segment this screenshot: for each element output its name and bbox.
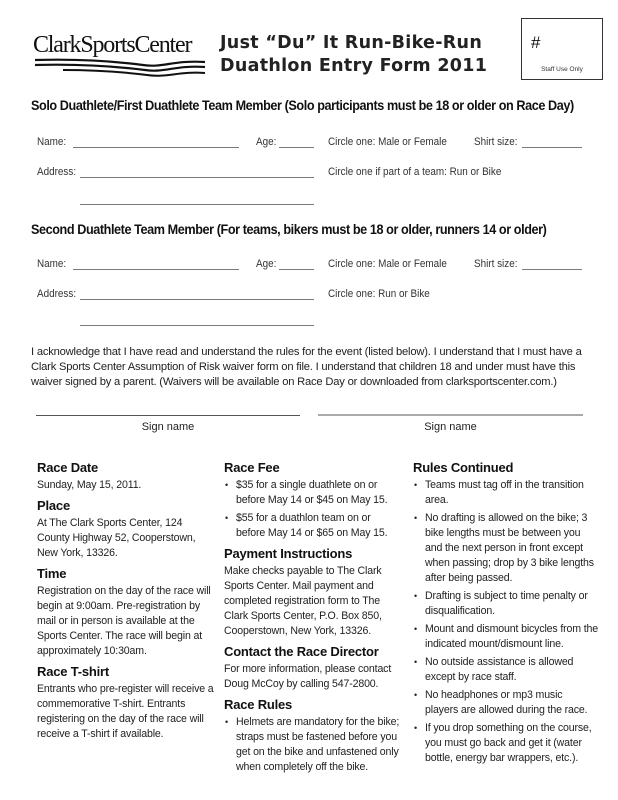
list-item: • Mount and dismount bicycles from the indicated mount/dismount line. <box>413 622 598 652</box>
sign-name-label-left: Sign name <box>141 421 195 433</box>
race-date-text: Sunday, May 15, 2011. <box>37 479 142 491</box>
first-shirt-label: Shirt size: <box>474 136 518 148</box>
tshirt-heading: Race T-shirt <box>37 664 110 679</box>
place-text: At The Clark Sports Center, 124 County Highway 52, Cooperstown, New York, 13326. <box>37 517 196 559</box>
time-text: Registration on the day of the race will begin at 9:00am. Pre-registration by mail or in person is available at the Sports Center. The race will begin at approximately 10:30am. <box>37 585 211 657</box>
second-address-label: Address: <box>37 288 77 300</box>
list-item: • Drafting is subject to time penalty or disqualification. <box>413 589 598 619</box>
form-title <box>220 32 487 78</box>
logo-text: ClarkSportsCenter <box>33 32 192 58</box>
list-item: • $35 for a single duathlete on or before May 14 or $45 on May 15. <box>224 478 402 508</box>
second-role-prompt[interactable]: Circle one: Run or Bike <box>328 288 430 300</box>
staff-use-box <box>521 18 603 80</box>
staff-use-label: Staff Use Only <box>541 66 583 73</box>
logo-waves-icon <box>33 56 208 80</box>
second-member-heading: Second Duathlete Team Member (For teams, bikers must be 18 or older, runners 14 or older) <box>31 222 547 237</box>
waiver-text: I acknowledge that I have read and understand the rules for the event (listed below). I understand that I must have a Clark Sports Center Assumption of Risk waiver form on file. I understand that children 18 and under must have this waiver signed by a parent. (Waivers will be available on Race Day or downloaded from clarksportscenter.com.) <box>31 346 582 388</box>
place-heading: Place <box>37 498 70 513</box>
race-fee-heading: Race Fee <box>224 460 280 475</box>
signature-line-right[interactable] <box>318 414 583 416</box>
list-item: • Teams must tag off in the transition area. <box>413 478 598 508</box>
first-gender-prompt[interactable]: Circle one: Male or Female <box>328 136 447 148</box>
first-age-field[interactable] <box>279 147 314 148</box>
second-shirt-field[interactable] <box>522 269 582 270</box>
sign-name-label-right: Sign name <box>424 421 477 433</box>
race-fee-list <box>224 478 402 541</box>
hash-symbol: # <box>531 33 541 52</box>
first-address-field-2[interactable] <box>80 204 314 205</box>
title-line-2: Duathlon Entry Form 2011 <box>220 56 488 76</box>
signature-line-left[interactable] <box>36 415 300 416</box>
second-gender-prompt[interactable]: Circle one: Male or Female <box>328 258 447 270</box>
list-item: • Helmets are mandatory for the bike; straps must be fastened before you get on the bike and unfastened only when completely off the bike. <box>224 715 402 775</box>
first-team-role-prompt[interactable]: Circle one if part of a team: Run or Bike <box>328 166 502 178</box>
list-item: • No headphones or mp3 music players are allowed during the race. <box>413 688 598 718</box>
race-rules-list <box>224 715 402 775</box>
tshirt-text: Entrants who pre-register will receive a commemorative T-shirt. Entrants registering on the day of the race will receive a T-shirt if available. <box>37 683 214 740</box>
second-address-field-2[interactable] <box>80 325 314 326</box>
second-name-field[interactable] <box>73 269 239 270</box>
second-address-field-1[interactable] <box>80 299 314 300</box>
list-item: • If you drop something on the course, you must go back and get it (water bottle, energy bar wrappers, etc.). <box>413 721 598 766</box>
payment-heading: Payment Instructions <box>224 546 353 561</box>
clark-sports-center-logo <box>33 32 208 80</box>
first-member-heading: Solo Duathlete/First Duathlete Team Member (Solo participants must be 18 or older on Race Day) <box>31 98 574 113</box>
first-name-field[interactable] <box>73 147 239 148</box>
info-column-3 <box>413 460 598 771</box>
first-age-label: Age: <box>256 136 277 148</box>
second-shirt-label: Shirt size: <box>474 258 518 270</box>
payment-text: Make checks payable to The Clark Sports Center. Mail payment and completed registration form to The Clark Sports Center, P.O. Box 850, Cooperstown, New York, 13326. <box>224 565 382 637</box>
first-address-field-1[interactable] <box>80 177 314 178</box>
list-item: • No outside assistance is allowed except by race staff. <box>413 655 598 685</box>
contact-text: For more information, please contact Doug McCoy by calling 547-2800. <box>224 663 392 690</box>
rules-continued-list <box>413 478 598 766</box>
time-heading: Time <box>37 566 67 581</box>
second-name-label: Name: <box>37 258 67 270</box>
info-column-1 <box>37 460 217 747</box>
first-address-label: Address: <box>37 166 77 178</box>
title-line-1: Just “Du” It Run-Bike-Run <box>220 33 483 53</box>
list-item: • No drafting is allowed on the bike; 3 bike lengths must be between you and the next person in front except when passing; drop by 3 bike lengths after being passed. <box>413 511 598 586</box>
first-name-label: Name: <box>37 136 67 148</box>
race-rules-heading: Race Rules <box>224 697 293 712</box>
race-date-heading: Race Date <box>37 460 99 475</box>
second-age-field[interactable] <box>279 269 314 270</box>
first-shirt-field[interactable] <box>522 147 582 148</box>
second-age-label: Age: <box>256 258 277 270</box>
rules-continued-heading: Rules Continued <box>413 460 514 475</box>
contact-heading: Contact the Race Director <box>224 644 379 659</box>
list-item: • $55 for a duathlon team on or before May 14 or $65 on May 15. <box>224 511 402 541</box>
info-column-2 <box>224 460 402 780</box>
